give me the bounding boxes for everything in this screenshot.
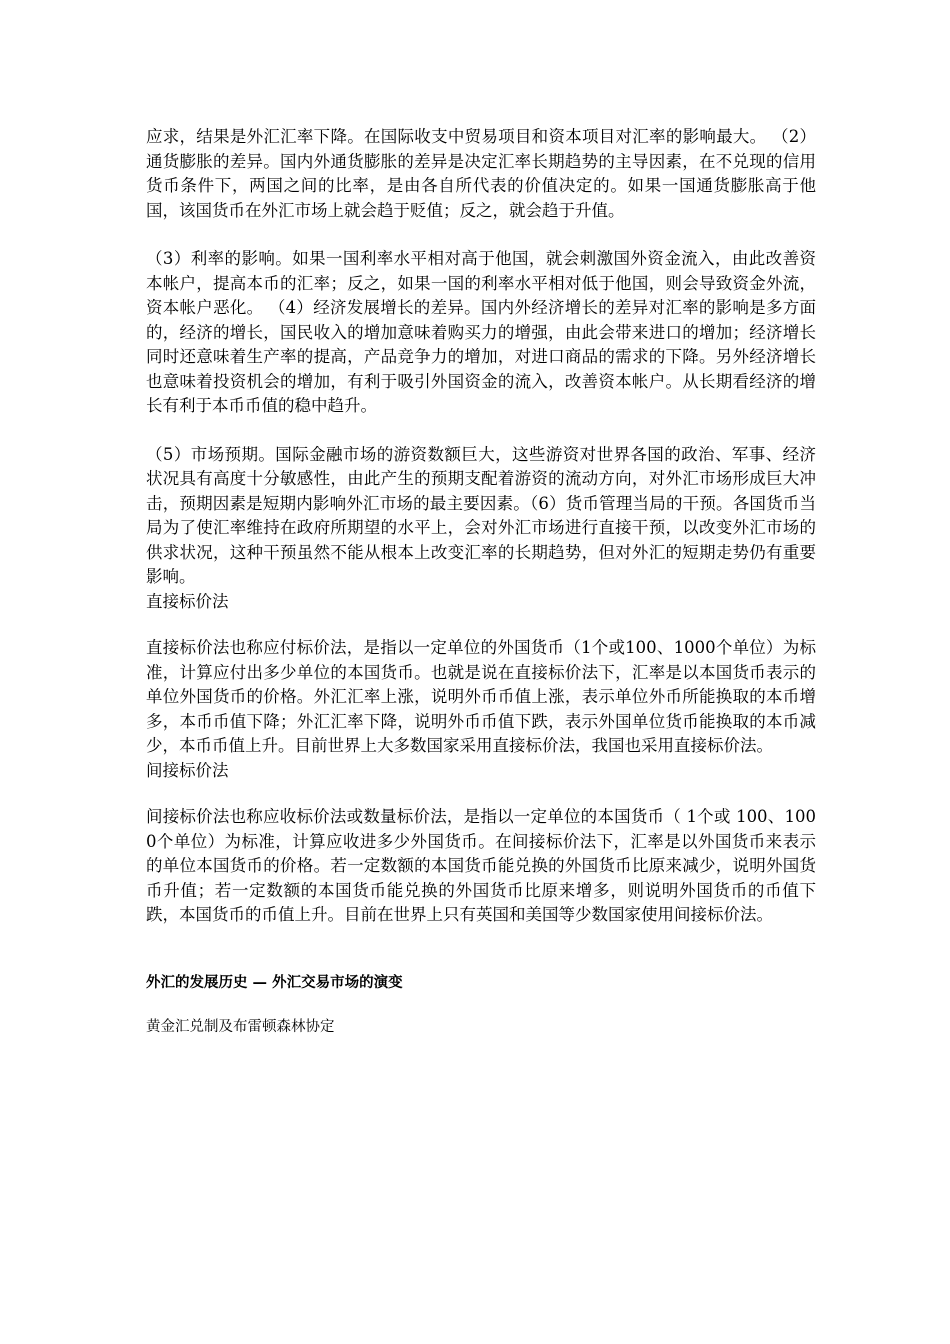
heading-indirect-quotation: 间接标价法: [146, 760, 229, 780]
paragraph-exchange-factors-2: （3）利率的影响。如果一国利率水平相对高于他国，就会刺激国外资金流入，由此改善资本帐户，提高本币的汇率；反之，如果一国的利率水平相对低于他国，则会导致资金外流，资本帐户恶化。 （4）经济发展增长的差异。国内外经济增长的差异对汇率的影响是多方面的，经济的增长，国民收入的增加意味着购买力的增强，由此会带来进口的增加；经济增长同时还意味着生产率的提高，产品竞争力的增加，对进口商品的需求的下降。另外经济增长也意味着投资机会的增加，有利于吸引外国资金的流入，改善资本帐户。从长期看经济的增长有利于本币币值的稳中趋升。: [146, 249, 816, 415]
paragraph-exchange-factors-1: 应求，结果是外汇汇率下降。在国际收支中贸易项目和资本项目对汇率的影响最大。 （2）通货膨胀的差异。国内外通货膨胀的差异是决定汇率长期趋势的主导因素，在不兑现的信用货币条件下，两国之间的比率，是由各自所代表的价值决定的。如果一国通货膨胀高于他国，该国货币在外汇市场上就会趋于贬值；反之，就会趋于升值。: [146, 127, 816, 220]
paragraph-exchange-factors-3: （5）市场预期。国际金融市场的游资数额巨大，这些游资对世界各国的政治、军事、经济状况具有高度十分敏感性，由此产生的预期支配着游资的流动方向，对外汇市场形成巨大冲击，预期因素是短期内影响外汇市场的最主要因素。（6）货币管理当局的干预。各国货币当局为了使汇率维持在政府所期望的水平上，会对外汇市场进行直接干预，以改变外汇市场的供求状况，这种干预虽然不能从根本上改变汇率的长期趋势，但对外汇的短期走势仍有重要影响。: [146, 444, 816, 586]
heading-forex-history: 外汇的发展历史 — 外汇交易市场的演变: [146, 974, 403, 991]
document-page: [146, 125, 816, 1038]
paragraph-direct-quotation: 直接标价法也称应付标价法，是指以一定单位的外国货币（1个或100、1000个单位）为标准，计算应付出多少单位的本国货币。也就是说在直接标价法下，汇率是以本国货币表示的单位外国货币的价格。外汇汇率上涨，说明外币币值上涨，表示单位外币所能换取的本币增多，本币币值下降；外汇汇率下降，说明外币币值下跌，表示外国单位货币能换取的本币减少，本币币值上升。目前世界上大多数国家采用直接标价法，我国也采用直接标价法。: [146, 638, 816, 755]
subheading-gold-exchange-standard: 黄金汇兑制及布雷顿森林协定: [146, 1018, 335, 1035]
heading-direct-quotation: 直接标价法: [146, 591, 229, 611]
paragraph-indirect-quotation: 间接标价法也称应收标价法或数量标价法，是指以一定单位的本国货币（ 1个或 100、1000个单位）为标准，计算应收进多少外国货币。在间接标价法下，汇率是以外国货币来表示的单位本国货币的价格。若一定数额的本国货币能兑换的外国货币比原来减少，说明外国货币升值；若一定数额的本国货币能兑换的外国货币比原来增多，则说明外国货币的币值下跌，本国货币的币值上升。目前在世界上只有英国和美国等少数国家使用间接标价法。: [146, 807, 816, 924]
